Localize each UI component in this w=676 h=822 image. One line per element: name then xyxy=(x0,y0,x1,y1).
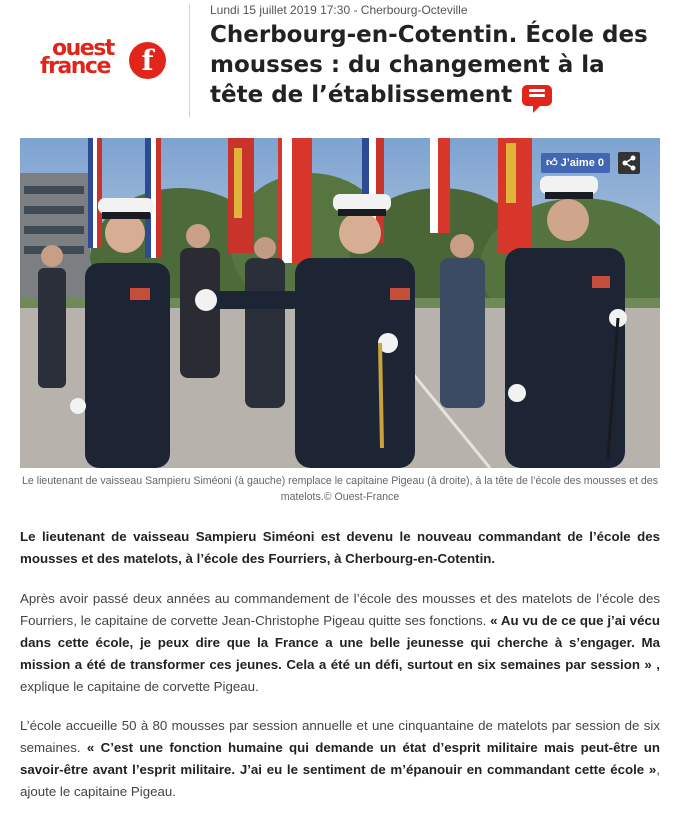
article-title xyxy=(210,20,650,110)
like-count-label: J’aime 0 xyxy=(560,157,604,169)
photo-illustration xyxy=(20,138,660,468)
share-button[interactable] xyxy=(618,152,640,174)
facebook-thumb-icon: 👍︎ xyxy=(546,157,558,169)
logo-word-france: france xyxy=(40,54,110,79)
article-lead: Le lieutenant de vaisseau Sampieru Siméoni est devenu le nouveau commandant de l’école des mousses et des matelots, à l’école des Fourriers, à Cherbourg-en-Cotentin. xyxy=(20,529,660,566)
photo-caption: Le lieutenant de vaisseau Sampieru Siméoni (à gauche) remplace le capitaine Pigeau (à droite), à la tête de l’école des mousses et des matelots.© Ouest-France xyxy=(22,475,658,503)
paragraph-1-quote: « Au vu de ce que j’ai vécu dans cette école, je peux dire que la France a une belle jeunesse qui cherche à s’engager. Ma mission a été de transformer ces jeunes. Cela a été un défi, surtout en six semaines par session » , xyxy=(20,613,660,672)
paragraph-2-outro: , ajoute le capitaine Pigeau. xyxy=(20,762,660,799)
paragraph-2-intro: L’école accueille 50 à 80 mousses par session annuelle et une cinquantaine de matelots par session de six semaines. xyxy=(20,718,660,755)
paragraph-1-intro: Après avoir passé deux années au commandement de l’école des mousses et des matelots de l’école des Fourriers, le capitaine de corvette Jean-Christophe Pigeau quitte ses fonctions. xyxy=(20,591,660,628)
article-paragraph-1 xyxy=(20,588,660,698)
share-icon xyxy=(618,152,640,174)
article-title-text: Cherbourg-en-Cotentin. École des mousses : du changement à la tête de l’établissement xyxy=(210,22,648,108)
logo-mark: f xyxy=(129,42,166,79)
paragraph-2-quote: « C’est une fonction humaine qui demande un état d’esprit militaire mais peut-être un savoir-être avant l’esprit militaire. J’ai eu le sentiment de m’épanouir en commandant cette école » xyxy=(20,740,661,777)
header-divider xyxy=(189,4,190,117)
article-photo xyxy=(20,138,660,468)
article-dateline: Lundi 15 juillet 2019 17:30 - Cherbourg-Octeville xyxy=(210,3,468,17)
article-paragraph-2 xyxy=(20,715,660,803)
paragraph-1-outro: explique le capitaine de corvette Pigeau. xyxy=(20,679,259,694)
logo-word-ouest: ouest xyxy=(52,36,114,61)
comment-icon[interactable] xyxy=(522,85,552,106)
ouest-france-logo[interactable] xyxy=(38,38,168,88)
facebook-like-button[interactable] xyxy=(541,153,610,173)
